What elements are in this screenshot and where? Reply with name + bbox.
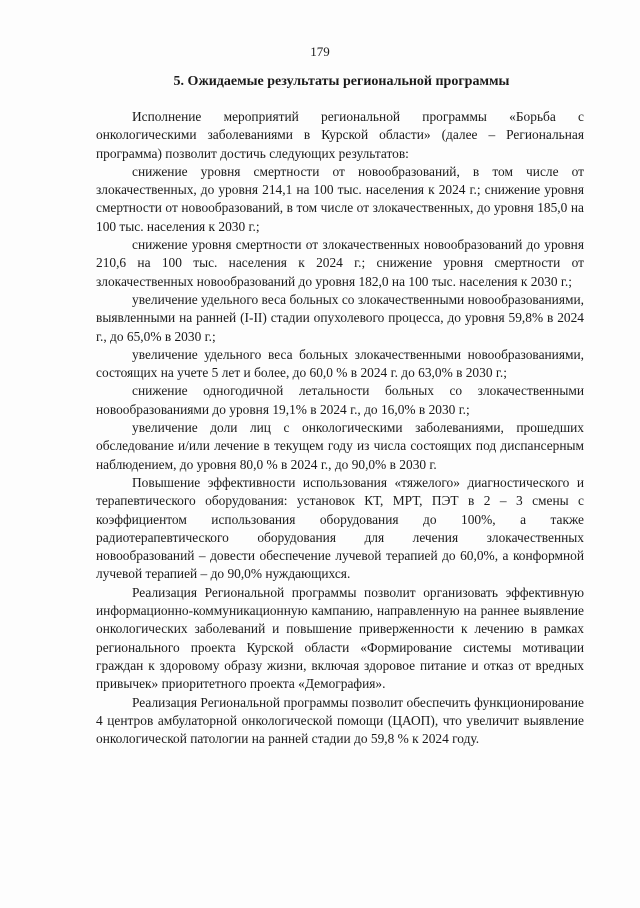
- paragraph-result-examination-share: увеличение доли лиц с онкологическими заболеваниями, прошедших обследование и/или лечение в текущем году из числа состоящих под диспансерным наблюдением, до уровня 80,0 % в 2024 г., до 90,0% в 2030 г.: [96, 420, 584, 472]
- paragraph-outpatient-centers: Реализация Региональной программы позволит обеспечить функционирование 4 центров амбулаторной онкологической помощи (ЦАОП), что увеличит выявление онкологической патологии на ранней стадии до 59,8 % к 2024 году.: [96, 694, 584, 747]
- body-text: [96, 108, 584, 748]
- paragraph-intro: Исполнение мероприятий региональной программы «Борьба с онкологическими заболеваниями в Курской области» (далее – Региональная программа) позволит достичь следующих результатов:: [96, 109, 584, 161]
- paragraph-information-campaign: Реализация Региональной программы позволит организовать эффективную информационно-коммуникационную кампанию, направленную на раннее выявление онкологических заболеваний и повышение приверженности к лечению в рамках регионального проекта Курской области «Формирование системы мотивации граждан к здоровому образу жизни, включая здоровое питание и отказ от вредных привычек» приоритетного проекта «Демография».: [96, 584, 584, 692]
- paragraph-result-early-detection: увеличение удельного веса больных со злокачественными новообразованиями, выявленными на ранней (I-II) стадии опухолевого процесса, до уровня 59,8% в 2024 г., до 65,0% в 2030 г.;: [96, 291, 584, 344]
- section-title: 5. Ожидаемые результаты региональной программы: [173, 74, 510, 89]
- page-number: 179: [310, 44, 330, 59]
- paragraph-result-one-year-lethality: снижение одногодичной летальности больных со злокачественными новообразованиями до уровня 19,1% в 2024 г., до 16,0% в 2030 г.;: [96, 383, 584, 417]
- paragraph-result-five-year: увеличение удельного веса больных злокачественными новообразованиями, состоящих на учете 5 лет и более, до 60,0 % в 2024 г. до 63,0% в 2030 г.;: [96, 346, 584, 381]
- paragraph-result-mortality-malignant: снижение уровня смертности от злокачественных новообразований до уровня 210,6 на 100 тыс. населения к 2024 г.; снижение уровня смертности от злокачественных новообразований до уровня 182,0 на 100 тыс. населения к 2030 г.;: [96, 237, 584, 289]
- paragraph-result-mortality-neoplasms: снижение уровня смертности от новообразований, в том числе от злокачественных, до уровня 214,1 на 100 тыс. населения к 2024 г.; снижение уровня смертности от новообразований, в том числе от злокачественных, до уровня 185,0 на 100 тыс. населения к 2030 г.;: [96, 163, 584, 234]
- paragraph-equipment-efficiency: Повышение эффективности использования «тяжелого» диагностического и терапевтического оборудования: установок КТ, МРТ, ПЭТ в 2 – 3 смены с коэффициентом использования оборудования до 100%, а также радиотерапевтического оборудования для лечения злокачественных новообразований – довести обеспечение лучевой терапией до 60,0%, а конформной лучевой терапией – до 90,0% нуждающихся.: [96, 474, 584, 582]
